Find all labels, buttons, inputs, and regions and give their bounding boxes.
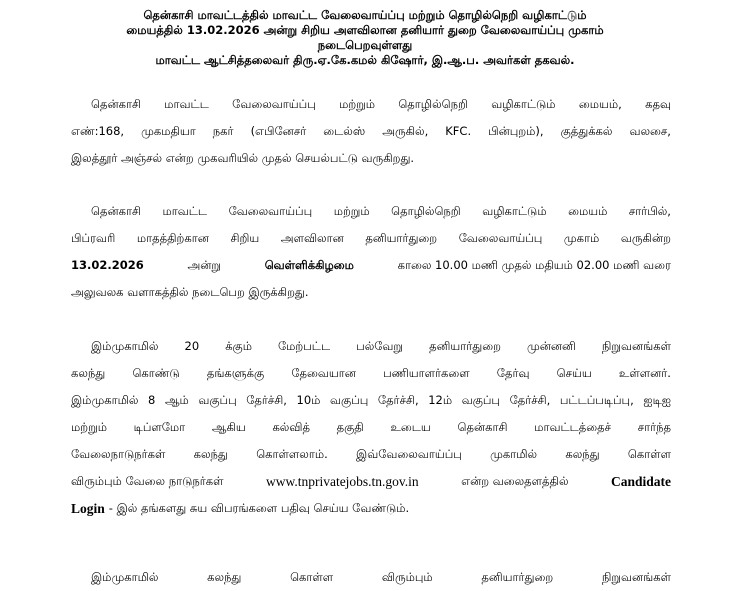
word: மாவட்டத்தைச்	[534, 420, 612, 434]
word: இம்முகாமில்	[91, 339, 159, 353]
paragraph-line	[71, 468, 671, 495]
word: குத்துக்கல்	[560, 124, 613, 138]
paragraph-line	[71, 333, 671, 360]
word: வருகின்ற	[620, 231, 671, 245]
word: மற்றும்	[339, 97, 376, 111]
word: தேர்வு	[496, 366, 530, 380]
word: மற்றும்	[333, 204, 370, 218]
text: - இல் தங்களது சுய விபரங்களை பதிவு செய்ய வேண்டும்.	[108, 501, 410, 515]
word: கலந்து	[193, 447, 228, 461]
word: வகுப்பு	[198, 393, 237, 407]
word: தனியார்துறை	[365, 231, 438, 245]
word: கலந்து	[71, 366, 106, 380]
word: தொழில்நெறி	[391, 204, 461, 218]
word: நிறுவனங்கள்	[601, 339, 671, 353]
text: அன்று	[187, 258, 221, 272]
word: KFC.	[445, 124, 472, 138]
word: மையம்,	[578, 97, 622, 111]
word: வேலைவாய்ப்பு	[458, 231, 543, 245]
word: ஆம்	[164, 393, 189, 407]
word: தனியார்துறை	[429, 339, 501, 353]
word: பல்வேறு	[356, 339, 404, 353]
word: இம்முகாமில்	[71, 393, 139, 407]
word: கலந்து	[565, 447, 600, 461]
text: காலை 10.00 மணி முதல் மதியம் 02.00 மணி வரை	[397, 258, 671, 272]
paragraph-line	[71, 145, 671, 172]
paragraph-line	[71, 91, 671, 118]
word: இவ்வேலைவாய்ப்பு	[356, 447, 462, 461]
text: என்ற வலைதளத்தில்	[461, 474, 569, 488]
word: மையம்	[568, 204, 608, 218]
word: சிறிய	[230, 231, 260, 245]
word: கொள்ளலாம்.	[256, 447, 328, 461]
word: கொண்டு	[132, 366, 180, 380]
word: பின்புறம்),	[488, 124, 544, 138]
camp-date: 13.02.2026	[71, 258, 144, 272]
word: வேலைநாடுநர்கள்	[71, 447, 166, 461]
word: தகுதி	[336, 420, 364, 434]
word: எண்:168,	[71, 124, 125, 138]
word: கல்வித்	[272, 420, 310, 434]
word: முகாம்	[563, 231, 600, 245]
word: பிப்ரவரி	[71, 231, 116, 245]
word: கதவு	[645, 97, 671, 111]
word: மாவட்ட	[162, 204, 208, 218]
word: க்கும்	[225, 339, 252, 353]
word: வகுப்பு	[330, 393, 369, 407]
paragraph-line	[71, 225, 671, 252]
text: அலுவலக வளாகத்தில் நடைபெற இருக்கிறது.	[71, 285, 309, 299]
paragraph-line	[71, 495, 671, 522]
word: கொள்ள	[627, 447, 671, 461]
word: ஆகிய	[211, 420, 246, 434]
word: வேலைவாய்ப்பு	[232, 97, 316, 111]
word: நிறுவனங்கள்	[601, 570, 671, 584]
word: வேலைவாய்ப்பு	[228, 204, 313, 218]
word: பணியாளர்களை	[383, 366, 470, 380]
paragraph-line	[71, 252, 671, 279]
word: பட்டப்படிப்பு,	[559, 393, 634, 407]
word: தனியார்துறை	[481, 570, 554, 584]
paragraph-line	[71, 360, 671, 387]
paragraph-line	[71, 564, 671, 591]
word: அளவிலான	[280, 231, 344, 245]
title-line: தென்காசி மாவட்டத்தில் மாவட்ட வேலைவாய்ப்பு மற்றும் தொழில்நெறி வழிகாட்டும்	[143, 8, 587, 22]
word: மற்றும்	[71, 420, 107, 434]
word: தங்களுக்கு	[206, 366, 265, 380]
word: 8	[148, 393, 156, 407]
word: டிப்ளமோ	[133, 420, 186, 434]
text: விரும்பும் வேலை நாடுநர்கள்	[71, 474, 224, 488]
paragraph-camp-date	[71, 198, 671, 306]
paragraph-companies	[71, 564, 671, 591]
word: கொள்ள	[290, 570, 334, 584]
word: கலந்து	[207, 570, 242, 584]
word: தென்காசி	[91, 97, 141, 111]
title-line: மையத்தில் 13.02.2026 அன்று சிறிய அளவிலான தனியார் துறை வேலைவாய்ப்பு முகாம்	[126, 23, 604, 37]
paragraph-line	[71, 279, 671, 306]
word: விரும்பும்	[381, 570, 433, 584]
title-line: நடைபெறவுள்ளது	[317, 38, 413, 52]
paragraph-line	[71, 387, 671, 414]
title-line: மாவட்ட ஆட்சித்தலைவர் திரு.ஏ.கே.கமல் கிஷோர், இ.ஆ.ப. அவர்கள் தகவல்.	[155, 53, 575, 67]
word: முகமதியா	[141, 124, 196, 138]
word: முகாமில்	[490, 447, 538, 461]
word: தேர்ச்சி,	[509, 393, 551, 407]
word: (எபினேசர்	[250, 124, 307, 138]
camp-day: வெள்ளிக்கிழமை	[264, 258, 354, 272]
text: இலத்தூர் அஞ்சல் என்ற முகவரியில் முதல் செயல்பட்டு வருகிறது.	[71, 151, 415, 165]
paragraph-line	[71, 198, 671, 225]
title-block	[60, 8, 670, 68]
website-url: www.tnprivatejobs.tn.gov.in	[265, 474, 419, 489]
word: சார்ந்த	[637, 420, 671, 434]
word: முன்னனி	[526, 339, 576, 353]
word: 20	[184, 339, 200, 353]
word: அருகில்,	[382, 124, 429, 138]
word: 10ம்	[296, 393, 321, 407]
word: உடைய	[390, 420, 431, 434]
word: தென்காசி	[91, 204, 141, 218]
word: மேற்பட்ட	[278, 339, 331, 353]
word: உள்ளனர்.	[618, 366, 671, 380]
word: நகர்	[212, 124, 234, 138]
word: வகுப்பு	[461, 393, 500, 407]
word: 12ம்	[428, 393, 453, 407]
paragraph-line	[71, 441, 671, 468]
word: டைல்ஸ்	[323, 124, 366, 138]
login-label: Login	[71, 501, 105, 516]
word: வலசை,	[629, 124, 671, 138]
word: வழிகாட்டும்	[482, 204, 547, 218]
paragraph-line	[71, 414, 671, 441]
paragraph-address	[71, 91, 671, 172]
word: மாவட்ட	[164, 97, 209, 111]
word: தேவையான	[291, 366, 356, 380]
paragraph-eligibility	[71, 333, 671, 522]
word: தேர்ச்சி,	[377, 393, 419, 407]
word: தேர்ச்சி,	[246, 393, 287, 407]
word: சார்பில்,	[628, 204, 671, 218]
paragraph-line	[71, 118, 671, 145]
word: வழிகாட்டும்	[491, 97, 556, 111]
word: மாதத்திற்கான	[136, 231, 209, 245]
word: தென்காசி	[457, 420, 508, 434]
word: செய்ய	[556, 366, 592, 380]
word: தொழில்நெறி	[398, 97, 468, 111]
word: இம்முகாமில்	[91, 570, 159, 584]
candidate-label: Candidate	[610, 474, 671, 489]
word: ஐடிஐ	[643, 393, 671, 407]
